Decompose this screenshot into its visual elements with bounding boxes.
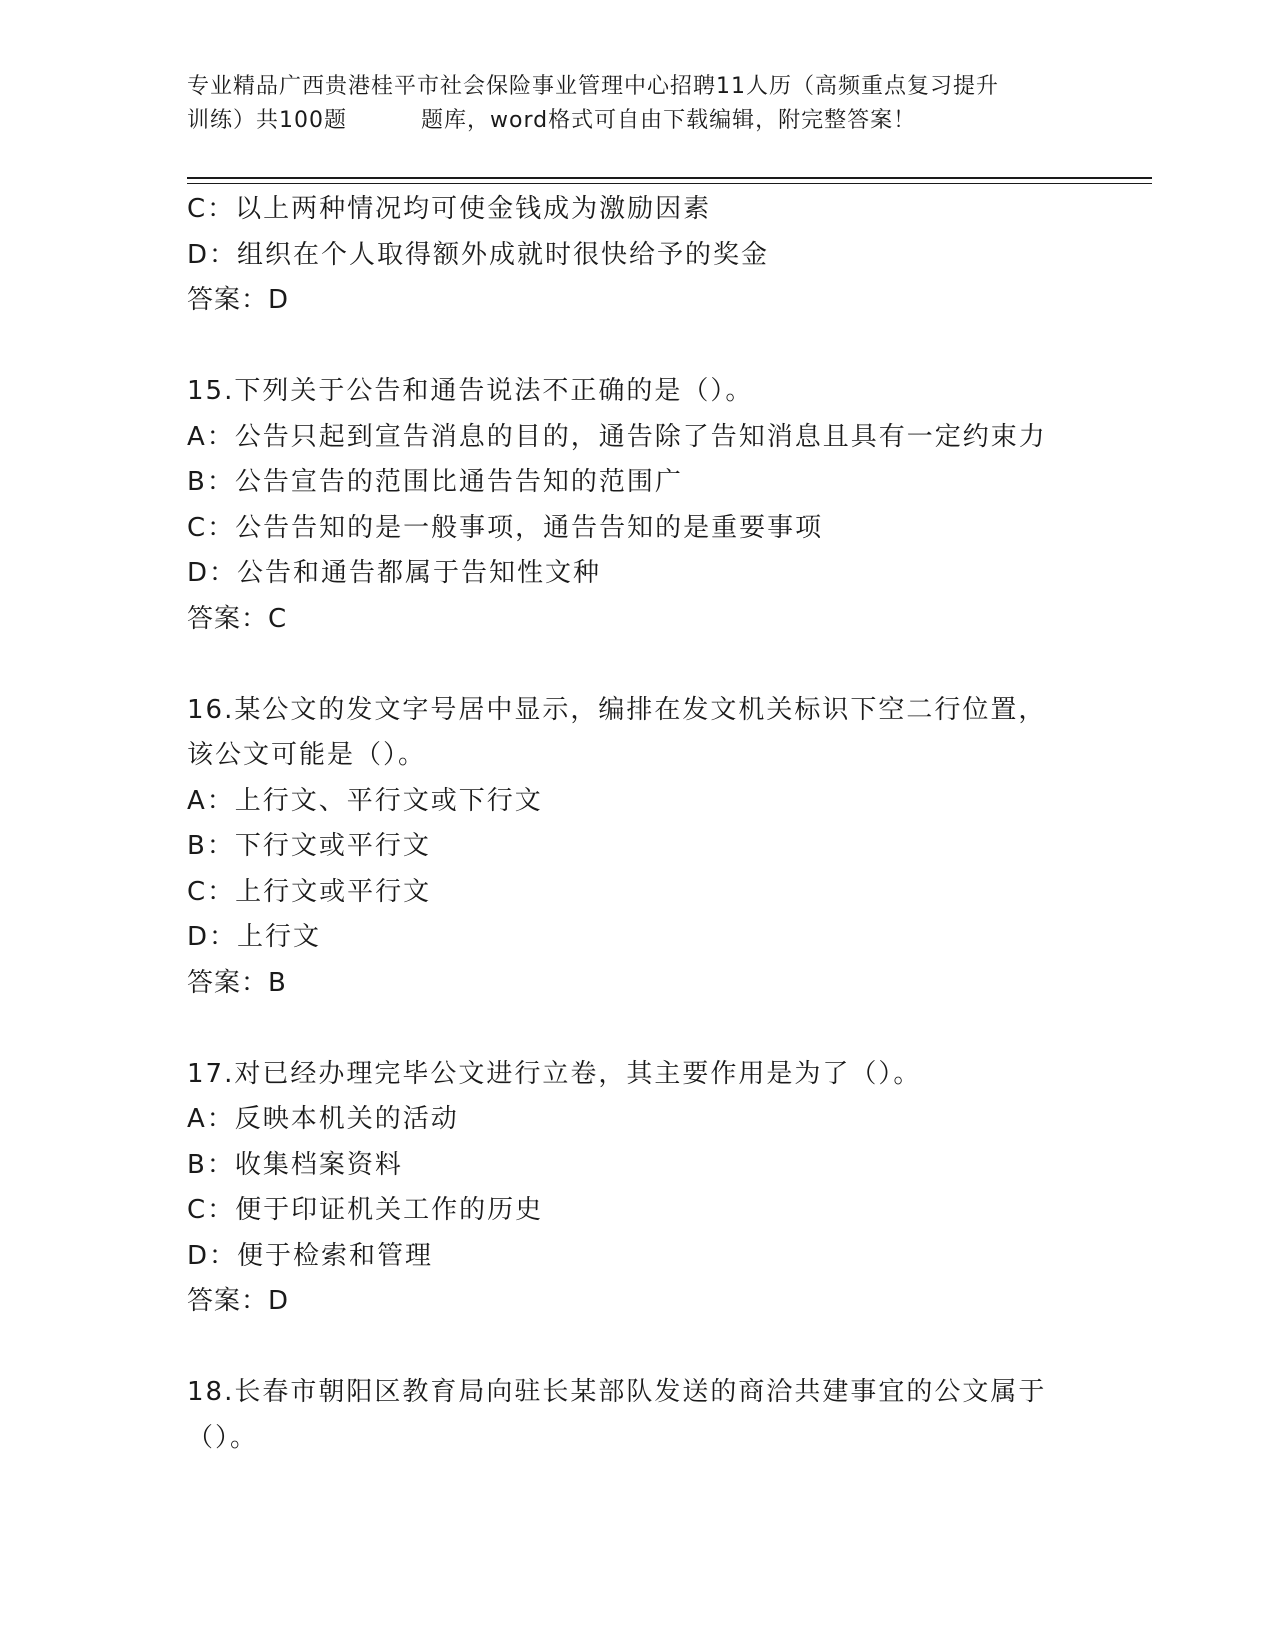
q17-answer: 答案：D (187, 1286, 290, 1316)
q17-option-d: D：便于检索和管理 (187, 1240, 434, 1271)
question-content (187, 187, 1087, 1461)
q17-option-c: C：便于印证机关工作的历史 (187, 1195, 544, 1225)
header-divider-thick (187, 177, 1152, 179)
q16-stem-line-2: 该公文可能是（）。 (187, 740, 427, 770)
q18-stem-line-1: 18.长春市朝阳区教育局向驻长某部队发送的商洽共建事宜的公文属于 (187, 1377, 1047, 1407)
header-line-2 (187, 104, 1087, 138)
q16-option-c: C：上行文或平行文 (187, 876, 432, 907)
header-line-2-part-b: 题库，word格式可自由下载编辑，附完整答案！ (421, 108, 917, 133)
header-divider-thin (187, 183, 1152, 184)
q16-option-b: B：下行文或平行文 (187, 831, 431, 861)
q16-stem-line-1: 16.某公文的发文字号居中显示，编排在发文机关标识下空二行位置， (187, 694, 1047, 725)
q14-option-d: D：组织在个人取得额外成就时很快给予的奖金 (187, 239, 770, 270)
q15-option-b: B：公告宣告的范围比通告告知的范围广 (187, 467, 683, 497)
q15-option-a: A：公告只起到宣告消息的目的，通告除了告知消息且具有一定约束力 (187, 421, 1047, 452)
q15-answer: 答案：C (187, 603, 288, 634)
spacer (187, 1006, 1087, 1052)
spacer (187, 324, 1087, 370)
q15-option-d: D：公告和通告都属于告知性文种 (187, 558, 602, 588)
header-line-1: 专业精品广西贵港桂平市社会保险事业管理中心招聘11人历（高频重点复习提升 (187, 74, 999, 99)
q16-option-d: D：上行文 (187, 922, 322, 952)
page-header (187, 70, 1087, 138)
q17-option-a: A：反映本机关的活动 (187, 1104, 459, 1134)
header-line-2-part-a: 训练）共100题 (187, 108, 347, 133)
q18-stem-line-2: （）。 (187, 1422, 259, 1453)
spacer (187, 1325, 1087, 1371)
spacer (187, 642, 1087, 688)
q15-stem: 15.下列关于公告和通告说法不正确的是（）。 (187, 376, 754, 406)
q14-option-c: C：以上两种情况均可使金钱成为激励因素 (187, 194, 712, 224)
q16-option-a: A：上行文、平行文或下行文 (187, 785, 543, 816)
q15-option-c: C：公告告知的是一般事项，通告告知的是重要事项 (187, 512, 824, 543)
q16-answer: 答案：B (187, 967, 287, 998)
q17-stem: 17.对已经办理完毕公文进行立卷，其主要作用是为了（）。 (187, 1058, 922, 1089)
q14-answer: 答案：D (187, 285, 290, 315)
q17-option-b: B：收集档案资料 (187, 1149, 403, 1180)
